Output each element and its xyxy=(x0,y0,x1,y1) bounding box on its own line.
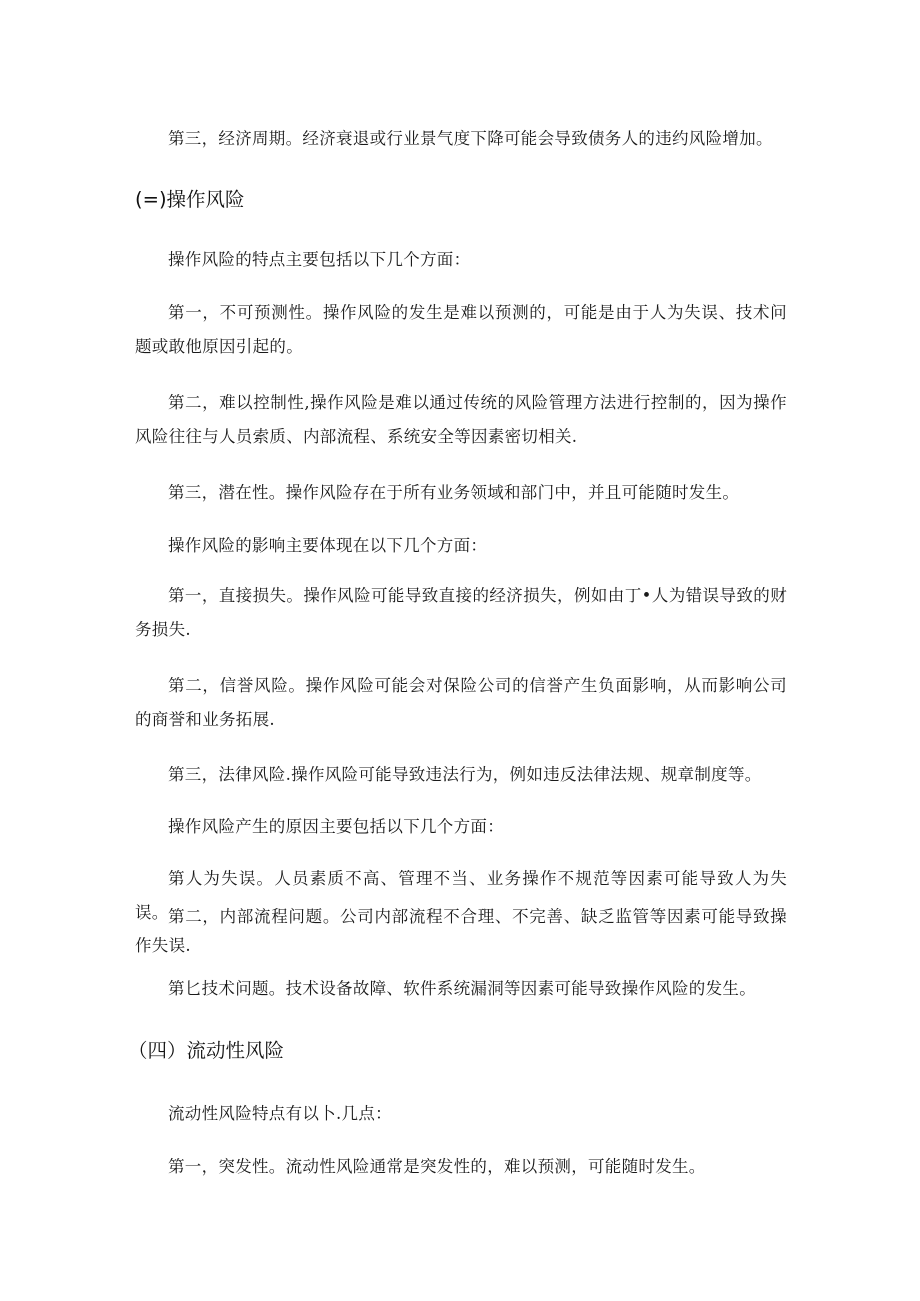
paragraph-reputation-risk: 第二，信誉风险。操作风险可能会对保险公司的信誉产生负面影响，从而影响公司的商誉和业务拓展. xyxy=(135,676,787,729)
paragraph-direct-loss: 第一，直接损失。操作风险可能导致直接的经济损失，例如由丁•人为错误导致的财务损失. xyxy=(135,586,787,639)
paragraph-liquidity-risk-intro: 流动性风险特点有以卜.几点： xyxy=(168,1104,392,1123)
section-heading-operational-risk: (=)操作风险 xyxy=(135,188,245,211)
paragraph-latency: 第三，潜在性。操作风险存在于所有业务领域和部门中，并且可能随时发生。 xyxy=(168,483,740,502)
paragraph-operational-risk-impact-intro: 操作风险的影响主要体现在以下几个方面： xyxy=(168,536,488,555)
paragraph-legal-risk: 第三，法律风险.操作风险可能导致违法行为，例如违反法律法规、规章制度等。 xyxy=(168,765,762,784)
paragraph-suddenness: 第一，突发性。流动性风险通常是突发性的，难以预测，可能随时发生。 xyxy=(168,1157,706,1176)
paragraph-operational-risk-causes-intro: 操作风险产生的原因主要包括以下几个方面： xyxy=(168,817,504,836)
paragraph-unpredictability: 第一，不可预测性。操作风险的发生是难以预测的，可能是由于人为失误、技术问题或敢他原因引起的。 xyxy=(135,303,787,356)
section-heading-liquidity-risk: （四）流动性风险 xyxy=(128,1039,285,1062)
paragraph-human-error: 第人为失误。人员素质不高、管理不当、业务操作不规范等因素可能导致人为失误。 xyxy=(135,869,787,922)
paragraph-technical-problem: 第匕技术问题。技术设备故障、软件系统漏洞等因素可能导致操作风险的发生。 xyxy=(168,979,756,998)
paragraph-operational-risk-characteristics-intro: 操作风险的特点主要包括以下几个方面： xyxy=(168,250,471,269)
paragraph-internal-process: 第二，内部流程问题。公司内部流程不合理、不完善、缺乏监管等因素可能导致操作失误. xyxy=(135,907,787,955)
paragraph-hard-to-control: 第二，难以控制性,操作风险是难以通过传统的风险管理方法进行控制的，因为操作风险往往与人员索质、内部流程、系统安全等因素密切相关. xyxy=(135,393,787,446)
paragraph-economic-cycle: 第三，经济周期。经济衰退或行业景气度下降可能会导致债务人的违约风险增加。 xyxy=(168,129,773,148)
